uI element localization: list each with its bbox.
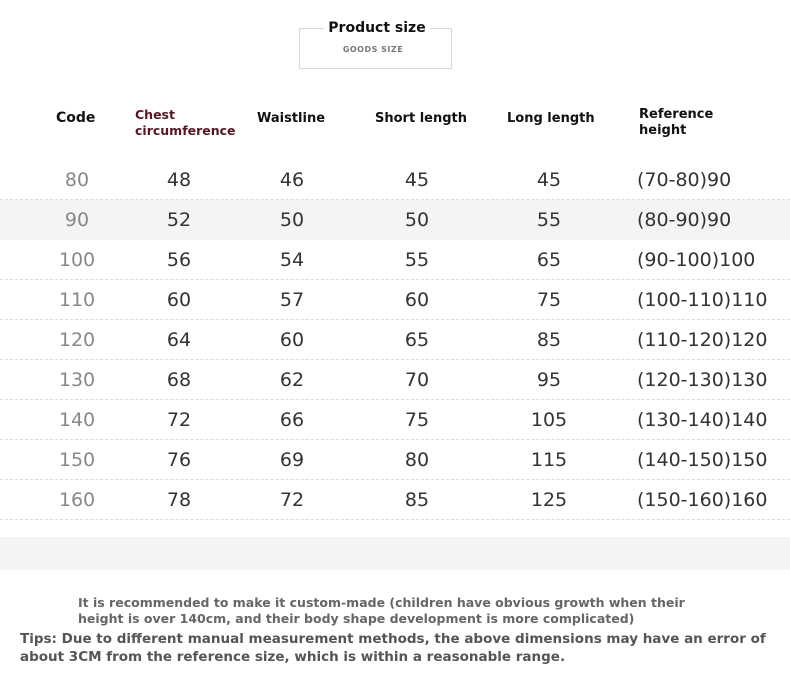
cell-waist: 46 <box>279 169 305 191</box>
cell-chest: 48 <box>166 169 192 191</box>
table-row <box>0 360 790 400</box>
cell-chest: 68 <box>166 369 192 391</box>
cell-chest: 78 <box>166 489 192 511</box>
cell-waist: 72 <box>279 489 305 511</box>
cell-code: 100 <box>58 249 96 271</box>
cell-long: 55 <box>536 209 562 231</box>
cell-ref: (100-110)110 <box>637 289 768 311</box>
cell-ref: (140-150)150 <box>637 449 768 471</box>
cell-chest: 60 <box>166 289 192 311</box>
table-row <box>0 200 790 240</box>
cell-waist: 66 <box>279 409 305 431</box>
column-header-chest-line1: Chest <box>135 107 175 122</box>
cell-short: 65 <box>404 329 430 351</box>
cell-chest: 52 <box>166 209 192 231</box>
table-row <box>0 400 790 440</box>
tips-note: Tips: Due to different manual measurement methods, the above dimensions may have an error of about 3CM from the reference size, which is within a reasonable range. <box>20 631 766 665</box>
cell-ref: (80-90)90 <box>637 209 732 231</box>
cell-ref: (90-100)100 <box>637 249 756 271</box>
cell-waist: 57 <box>279 289 305 311</box>
column-header-long-length: Long length <box>507 111 595 126</box>
column-header-waistline: Waistline <box>257 111 326 126</box>
column-header-ref-line1: Reference <box>639 107 714 122</box>
column-header-ref-line2: height <box>639 123 687 138</box>
cell-code: 130 <box>58 369 96 391</box>
cell-waist: 54 <box>279 249 305 271</box>
cell-long: 65 <box>536 249 562 271</box>
cell-ref: (110-120)120 <box>637 329 768 351</box>
cell-waist: 50 <box>279 209 305 231</box>
table-row <box>0 320 790 360</box>
custom-made-note: It is recommended to make it custom-made (children have obvious growth when their height is over 140cm, and their body shape development is more complicated) <box>78 595 685 626</box>
table-row <box>0 240 790 280</box>
cell-long: 115 <box>530 449 568 471</box>
column-header-short-length: Short length <box>375 111 468 126</box>
cell-long: 85 <box>536 329 562 351</box>
cell-code: 140 <box>58 409 96 431</box>
cell-long: 75 <box>536 289 562 311</box>
spacer-band <box>0 537 790 570</box>
cell-short: 50 <box>404 209 430 231</box>
cell-short: 80 <box>404 449 430 471</box>
cell-ref: (120-130)130 <box>637 369 768 391</box>
cell-code: 150 <box>58 449 96 471</box>
table-row <box>0 280 790 320</box>
cell-code: 110 <box>58 289 96 311</box>
cell-code: 160 <box>58 489 96 511</box>
cell-ref: (70-80)90 <box>637 169 732 191</box>
cell-waist: 60 <box>279 329 305 351</box>
cell-code: 120 <box>58 329 96 351</box>
column-header-chest <box>135 107 236 139</box>
cell-ref: (130-140)140 <box>637 409 768 431</box>
cell-code: 90 <box>64 209 90 231</box>
cell-chest: 64 <box>166 329 192 351</box>
cell-long: 125 <box>530 489 568 511</box>
cell-chest: 72 <box>166 409 192 431</box>
column-header-chest-line2: circumference <box>135 123 236 138</box>
cell-short: 85 <box>404 489 430 511</box>
cell-ref: (150-160)160 <box>637 489 768 511</box>
table-row <box>0 160 790 200</box>
cell-code: 80 <box>64 169 90 191</box>
cell-waist: 62 <box>279 369 305 391</box>
cell-short: 45 <box>404 169 430 191</box>
column-header-reference-height <box>639 107 713 139</box>
cell-short: 55 <box>404 249 430 271</box>
cell-chest: 56 <box>166 249 192 271</box>
cell-chest: 76 <box>166 449 192 471</box>
column-header-code: Code <box>56 110 96 126</box>
page-title-text: Product size <box>324 20 429 36</box>
table-row <box>0 440 790 480</box>
cell-long: 45 <box>536 169 562 191</box>
cell-long: 95 <box>536 369 562 391</box>
cell-short: 75 <box>404 409 430 431</box>
page-title <box>299 20 455 36</box>
cell-long: 105 <box>530 409 568 431</box>
table-row <box>0 480 790 520</box>
cell-short: 60 <box>404 289 430 311</box>
page-subtitle: GOODS SIZE <box>342 45 404 54</box>
cell-waist: 69 <box>279 449 305 471</box>
cell-short: 70 <box>404 369 430 391</box>
